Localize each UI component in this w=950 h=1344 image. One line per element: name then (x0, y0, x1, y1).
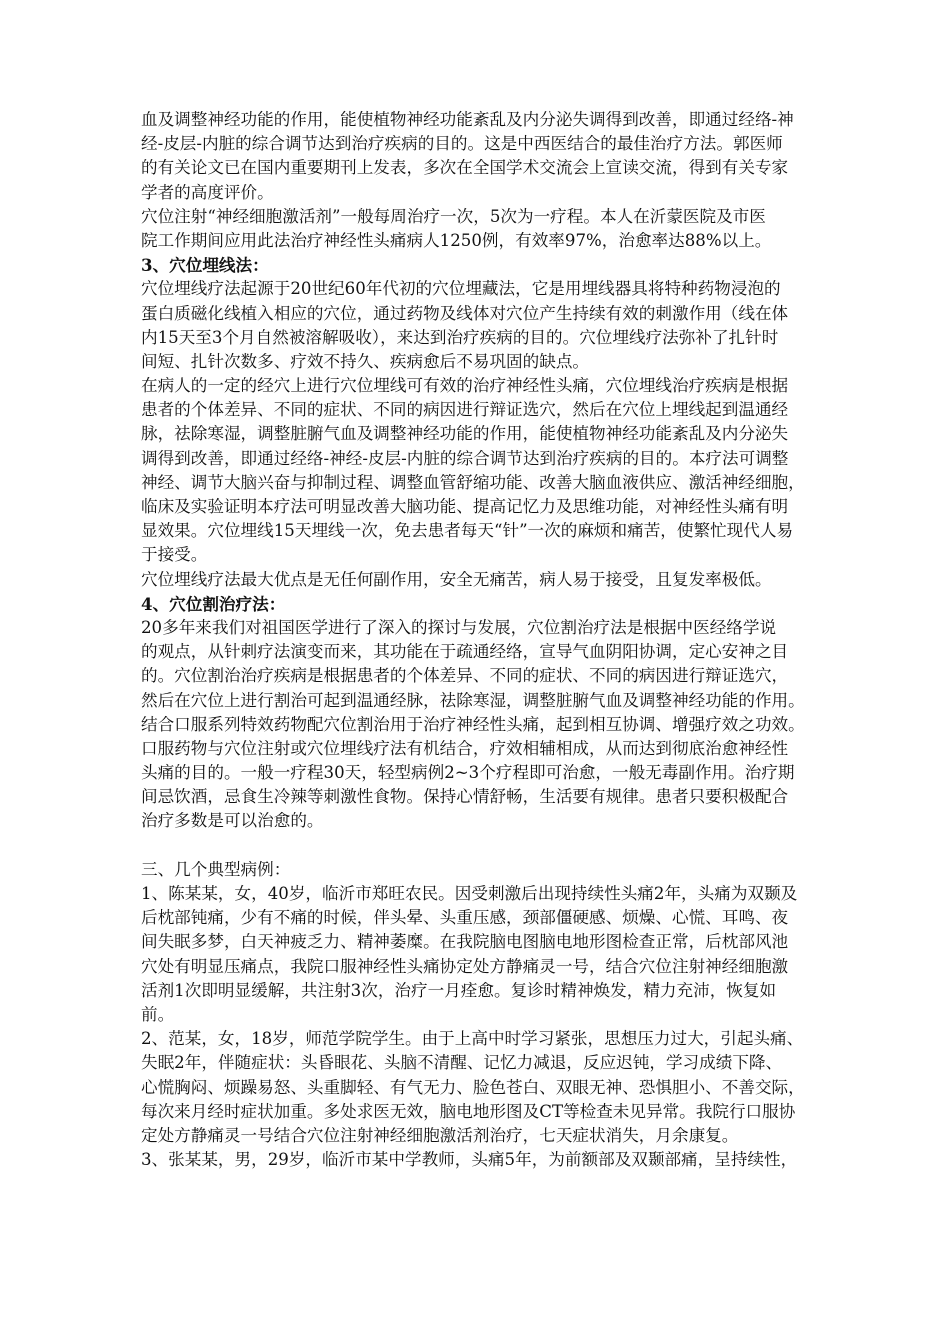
text-line: 在病人的一定的经穴上进行穴位埋线可有效的治疗神经性头痛，穴位埋线治疗疾病是根据 (141, 376, 789, 396)
text-line: 内15天至3个月自然被溶解吸收），来达到治疗疾病的目的。穴位埋线疗法弥补了扎针时 (141, 327, 779, 347)
text-line: 定处方静痛灵一号结合穴位注射神经细胞激活剂治疗，七天症状消失，月余康复。 (141, 1125, 739, 1145)
text-line: 院工作期间应用此法治疗神经性头痛病人1250例，有效率97%，治愈率达88%以上。 (141, 230, 772, 250)
text-line: 的。穴位割治治疗疾病是根据患者的个体差异、不同的症状、不同的病因进行辩证选穴， (141, 666, 789, 686)
text-line: 3、张某某，男，29岁，临沂市某中学教师，头痛5年，为前额部及双颞部痛，呈持续性， (141, 1150, 798, 1170)
text-line: 神经、调节大脑兴奋与抑制过程、调整血管舒缩功能、改善大脑血液供应、激活神经细胞， (141, 472, 805, 492)
text-line: 前。 (141, 1004, 175, 1024)
text-line: 的有关论文已在国内重要期刊上发表，多次在全国学术交流会上宣读交流，得到有关专家 (141, 158, 789, 178)
text-line: 治疗多数是可以治愈的。 (141, 811, 324, 831)
text-line: 患者的个体差异、不同的症状、不同的病因进行辩证选穴，然后在穴位上埋线起到温通经 (141, 400, 789, 420)
text-line: 穴位埋线疗法起源于20世纪60年代初的穴位埋藏法，它是用埋线器具将特种药物浸泡的 (141, 279, 781, 299)
text-line: 于接受。 (141, 545, 208, 565)
text-line: 的观点，从针刺疗法演变而来，其功能在于疏通经络，宣导气血阴阳协调，定心安神之目 (141, 642, 789, 662)
section-heading: 4、穴位割治疗法： (141, 593, 286, 614)
text-line: 失眠2年，伴随症状：头昏眼花、头脑不清醒、记忆力减退，反应迟钝，学习成绩下降、 (141, 1053, 783, 1073)
text-line: 临床及实验证明本疗法可明显改善大脑功能、提高记忆力及思维功能，对神经性头痛有明 (141, 497, 789, 516)
text-line: 间失眠多梦，白天神疲乏力、精神萎糜。在我院脑电图脑电地形图检查正常，后枕部风池 (141, 932, 789, 952)
text-line: 20多年来我们对祖国医学进行了深入的探讨与发展，穴位割治疗法是根据中医经络学说 (141, 617, 777, 637)
text-line: 结合口服系列特效药物配穴位割治用于治疗神经性头痛，起到相互协调、增强疗效之功效。 (141, 714, 805, 734)
section-heading: 3、穴位埋线法： (141, 255, 269, 276)
text-line: 调得到改善，即通过经络-神经-皮层-内脏的综合调节达到治疗疾病的目的。本疗法可调整 (141, 448, 789, 468)
text-line: 穴处有明显压痛点，我院口服神经性头痛协定处方静痛灵一号，结合穴位注射神经细胞激 (141, 956, 789, 976)
document-body (141, 108, 841, 1172)
text-line: 脉，祛除寒湿，调整脏腑气血及调整神经功能的作用，能使植物神经功能紊乱及内分泌失 (141, 424, 789, 444)
blank-line (141, 834, 841, 858)
text-line: 间短、扎针次数多、疗效不持久、疾病愈后不易巩固的缺点。 (141, 351, 590, 371)
text-line: 学者的高度评价。 (141, 182, 274, 202)
text-line: 间忌饮酒，忌食生冷辣等刺激性食物。保持心情舒畅，生活要有规律。患者只要积极配合 (141, 787, 789, 807)
text-line: 口服药物与穴位注射或穴位埋线疗法有机结合，疗效相辅相成，从而达到彻底治愈神经性 (141, 738, 789, 758)
text-line: 显效果。穴位埋线15天埋线一次，免去患者每天“针”一次的麻烦和痛苦，使繁忙现代人易 (141, 521, 794, 541)
text-line: 经-皮层-内脏的综合调节达到治疗疾病的目的。这是中西医结合的最佳治疗方法。郭医师 (141, 134, 783, 154)
text-line: 穴位埋线疗法最大优点是无任何副作用，安全无痛苦，病人易于接受，且复发率极低。 (141, 569, 772, 589)
text-line: 蛋白质磁化线植入相应的穴位，通过药物及线体对穴位产生持续有效的刺激作用（线在体 (141, 303, 789, 323)
text-line: 头痛的目的。一般一疗程30天，轻型病例2~3个疗程即可治愈，一般无毒副作用。治疗期 (141, 763, 795, 783)
text-line: 心慌胸闷、烦躁易怒、头重脚轻、有气无力、脸色苍白、双眼无神、恐惧胆小、不善交际， (141, 1077, 805, 1097)
text-line: 1、陈某某，女，40岁，临沂市郑旺农民。因受刺激后出现持续性头痛2年，头痛为双颞及 (141, 884, 798, 903)
text-line: 后枕部钝痛，少有不痛的时候，伴头晕、头重压感，颈部僵硬感、烦燥、心慌、耳鸣、夜 (141, 908, 789, 928)
text-line: 血及调整神经功能的作用，能使植物神经功能紊乱及内分泌失调得到改善，即通过经络-神 (141, 110, 794, 129)
text-line: 2、范某，女，18岁，师范学院学生。由于上高中时学习紧张，思想压力过大，引起头痛、 (141, 1029, 804, 1049)
text-line: 然后在穴位上进行割治可起到温通经脉，祛除寒湿，调整脏腑气血及调整神经功能的作用。 (141, 690, 805, 710)
text-line: 活剂1次即明显缓解，共注射3次，治疗一月痊愈。复诊时精神焕发，精力充沛，恢复如 (141, 980, 777, 1000)
text-line: 三、几个典型病例： (141, 859, 291, 879)
text-line: 穴位注射“神经细胞激活剂”一般每周治疗一次，5次为一疗程。本人在沂蒙医院及市医 (141, 206, 766, 226)
text-line: 每次来月经时症状加重。多处求医无效，脑电地形图及CT等检查未见异常。我院行口服协 (141, 1101, 796, 1121)
